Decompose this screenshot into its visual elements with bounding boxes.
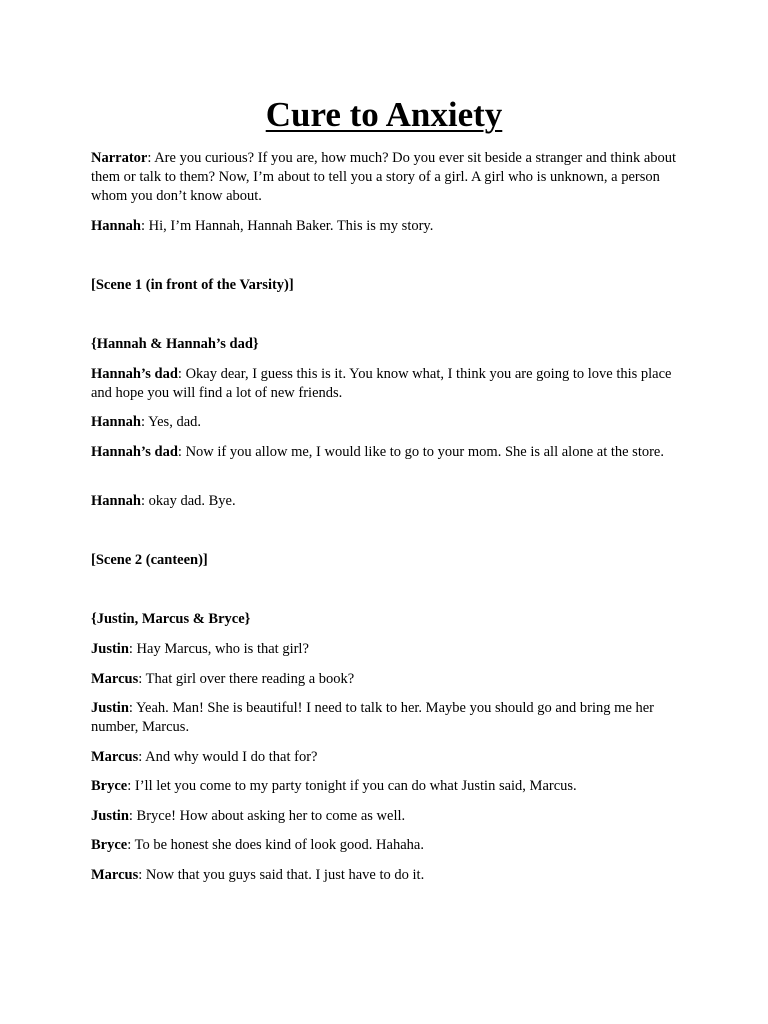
scene-heading-2: [Scene 2 (canteen)] xyxy=(91,552,208,568)
characters-heading-1: {Hannah & Hannah’s dad} xyxy=(91,336,259,352)
document-title xyxy=(0,94,768,136)
dialogue-text: : Hay Marcus, who is that girl? xyxy=(128,641,309,657)
dialogue-text: : Now that you guys said that. I just have to do it. xyxy=(138,867,425,883)
dialogue-line-marcus xyxy=(91,670,691,689)
speaker-name: Bryce xyxy=(91,837,128,853)
speaker-name: Justin xyxy=(91,700,129,716)
dialogue-text: : To be honest she does kind of look good. Hahaha. xyxy=(127,837,424,853)
dialogue-text: : Now if you allow me, I would like to go to your mom. She is all alone at the store. xyxy=(177,444,664,460)
speaker-name: Hannah’s dad xyxy=(91,444,178,460)
dialogue-line-marcus xyxy=(91,748,691,767)
dialogue-text: : And why would I do that for? xyxy=(138,749,318,765)
dialogue-line-narrator xyxy=(91,149,691,206)
dialogue-line-justin xyxy=(91,699,691,737)
dialogue-line-hannah xyxy=(91,492,691,511)
speaker-name: Hannah xyxy=(91,493,141,509)
dialogue-line-justin xyxy=(91,807,691,826)
speaker-name: Marcus xyxy=(91,867,139,883)
dialogue-text: : okay dad. Bye. xyxy=(140,493,236,509)
title-text: Cure to Anxiety xyxy=(265,95,503,134)
speaker-name: Hannah xyxy=(91,218,141,234)
scene-heading-1: [Scene 1 (in front of the Varsity)] xyxy=(91,277,294,293)
dialogue-line-bryce xyxy=(91,836,691,855)
speaker-name: Justin xyxy=(91,641,129,657)
dialogue-line-hannahs-dad xyxy=(91,443,691,462)
speaker-name: Justin xyxy=(91,808,129,824)
speaker-name: Hannah’s dad xyxy=(91,366,178,382)
speaker-name: Marcus xyxy=(91,749,139,765)
speaker-name: Bryce xyxy=(91,778,128,794)
dialogue-text: : Okay dear, I guess this is it. You know what, I think you are going to love this place and hope you will find a lot of new friends. xyxy=(91,366,672,401)
dialogue-text: : Are you curious? If you are, how much? Do you ever sit beside a stranger and think about them or talk to them? Now, I’m about to tell you a story of a girl. A girl who is unknown, a person whom you don’t know about. xyxy=(91,150,677,204)
dialogue-line-marcus xyxy=(91,866,691,885)
dialogue-text: : Yeah. Man! She is beautiful! I need to talk to her. Maybe you should go and bring me her number, Marcus. xyxy=(91,700,655,735)
dialogue-text: : I’ll let you come to my party tonight if you can do what Justin said, Marcus. xyxy=(127,778,577,794)
dialogue-line-justin xyxy=(91,640,691,659)
dialogue-text: : Hi, I’m Hannah, Hannah Baker. This is my story. xyxy=(140,218,434,234)
dialogue-line-hannahs-dad xyxy=(91,365,691,403)
dialogue-text: : Yes, dad. xyxy=(140,414,202,430)
dialogue-text: : Bryce! How about asking her to come as well. xyxy=(128,808,406,824)
dialogue-line-hannah xyxy=(91,413,691,432)
characters-heading-2: {Justin, Marcus & Bryce} xyxy=(91,611,251,627)
dialogue-line-bryce xyxy=(91,777,691,796)
speaker-name: Hannah xyxy=(91,414,141,430)
dialogue-text: : That girl over there reading a book? xyxy=(138,671,355,687)
speaker-name: Narrator xyxy=(91,150,148,166)
dialogue-line-hannah xyxy=(91,217,691,236)
speaker-name: Marcus xyxy=(91,671,139,687)
